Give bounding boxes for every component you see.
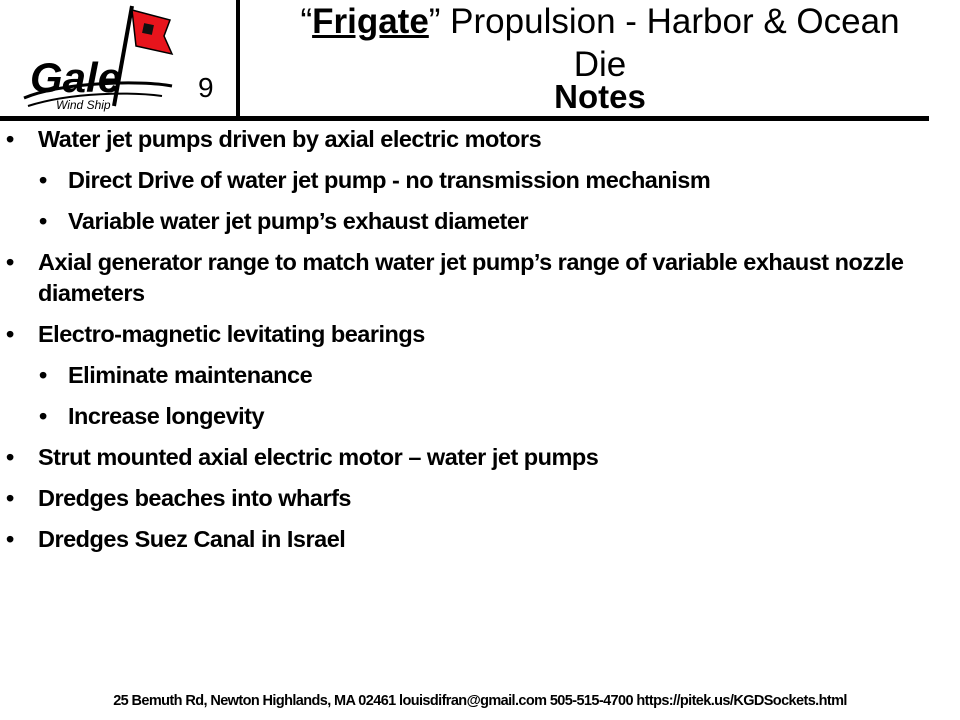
title-line-2: Die xyxy=(573,45,627,84)
footer-contact: 25 Bemuth Rd, Newton Highlands, MA 02461 louisdifran@gmail.com 505-515-4700 https://pitek.us/KGDSockets.html xyxy=(113,693,847,709)
title-emphasis: Frigate xyxy=(312,2,429,41)
bullet-text: Water jet pumps driven by axial electric motors xyxy=(38,126,542,152)
sub-bullet-item xyxy=(0,401,940,432)
bullet-text: Variable water jet pump’s exhaust diameter xyxy=(68,208,529,234)
sub-bullet-item xyxy=(0,165,940,196)
bullet-item xyxy=(0,483,940,514)
bullet-text: Axial generator range to match water jet pump’s range of variable exhaust nozzle diameters xyxy=(38,249,904,306)
bullet-item xyxy=(0,247,940,309)
title-line-1 xyxy=(250,2,950,42)
slide-title xyxy=(250,2,950,114)
gale-wind-ship-logo xyxy=(22,2,182,114)
bullet-item xyxy=(0,524,940,555)
bullet-text: Dredges beaches into wharfs xyxy=(38,485,351,511)
bullet-dot-icon: • xyxy=(39,403,47,429)
title-notes: Notes xyxy=(554,78,646,115)
logo-graphic xyxy=(22,2,182,114)
bullet-dot-icon: • xyxy=(6,485,14,511)
bullet-text: Increase longevity xyxy=(68,403,265,429)
sub-bullet-item xyxy=(0,206,940,237)
bullet-item xyxy=(0,442,940,473)
bullet-dot-icon: • xyxy=(39,208,47,234)
title-open-quote: “ xyxy=(300,2,313,41)
bullet-text: Strut mounted axial electric motor – water jet pumps xyxy=(38,444,599,470)
bullet-text: Dredges Suez Canal in Israel xyxy=(38,526,346,552)
logo-subtitle: Wind Ship xyxy=(56,98,111,112)
bullet-dot-icon: • xyxy=(6,444,14,470)
logo-wordmark: Gale xyxy=(30,54,122,101)
bullet-dot-icon: • xyxy=(6,249,14,275)
title-rest: ” Propulsion - Harbor & Ocean xyxy=(428,2,900,41)
bullet-list xyxy=(0,124,940,565)
bullet-item xyxy=(0,319,940,350)
bullet-dot-icon: • xyxy=(6,126,14,152)
flag-emblem xyxy=(142,23,154,35)
bullet-text: Eliminate maintenance xyxy=(68,362,313,388)
bullet-dot-icon: • xyxy=(6,526,14,552)
bullet-dot-icon: • xyxy=(39,362,47,388)
bullet-text: Direct Drive of water jet pump - no transmission mechanism xyxy=(68,167,711,193)
header-horizontal-divider xyxy=(0,116,929,121)
bullet-text: Electro-magnetic levitating bearings xyxy=(38,321,425,347)
sub-bullet-item xyxy=(0,360,940,391)
bullet-item xyxy=(0,124,940,155)
bullet-dot-icon: • xyxy=(39,167,47,193)
slide-number: 9 xyxy=(198,72,214,103)
header-vertical-divider xyxy=(236,0,240,118)
bullet-dot-icon: • xyxy=(6,321,14,347)
